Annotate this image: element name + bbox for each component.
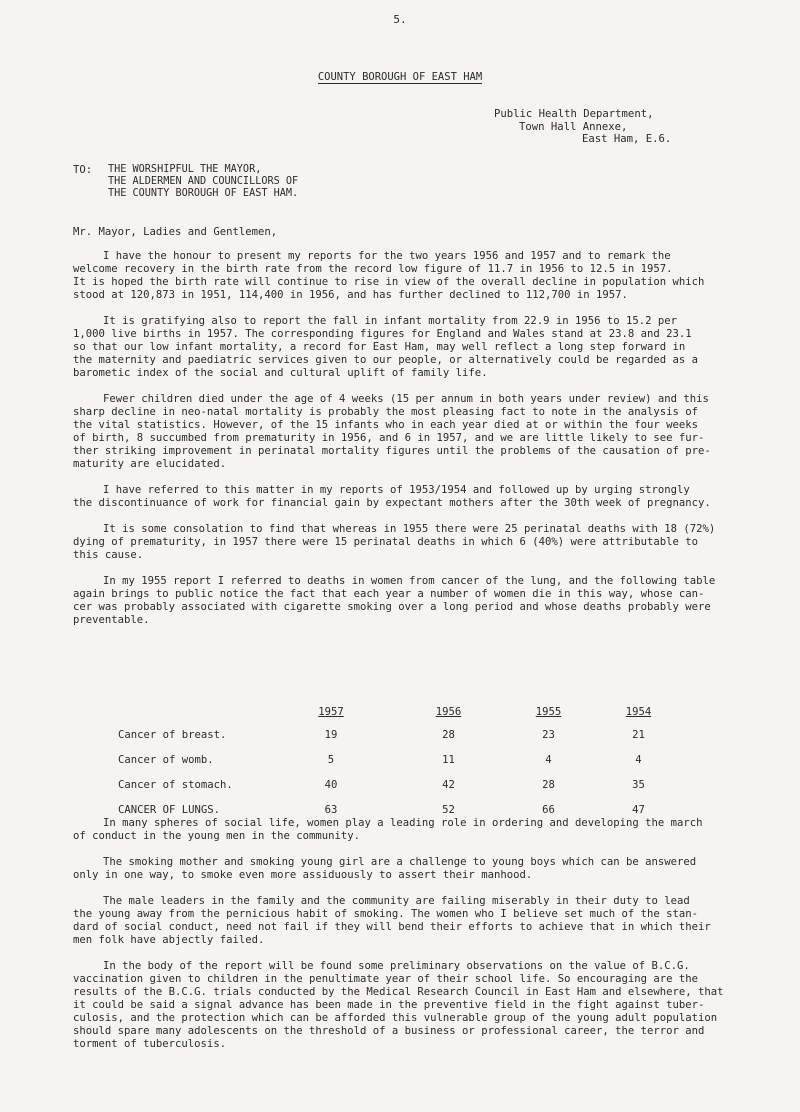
body-paragraph [73, 817, 733, 843]
table-header-blank [118, 706, 291, 729]
body-text-bottom [73, 817, 733, 1051]
table-header-cell: 1957 [318, 706, 344, 718]
sender-address [494, 108, 694, 146]
text-line: barometic index of the social and cultural uplift of family life. [73, 367, 488, 379]
text-line: the young away from the pernicious habit of smoking. The women who I believe set much of the stan- [73, 908, 699, 920]
text-line: of conduct in the young men in the community. [73, 830, 361, 842]
text-line: again brings to public notice the fact that each year a number of women die in this way, whose can- [73, 588, 705, 600]
text-line: it could be said a signal advance has been made in the preventive field in the fight against tuber- [73, 999, 705, 1011]
text-line: the discontinuance of work for financial gain by expectant mothers after the 30th week of pregnancy. [73, 497, 711, 509]
text-line: In many spheres of social life, women play a leading role in ordering and developing the march [103, 817, 703, 829]
recipient-line: THE WORSHIPFUL THE MAYOR, [108, 164, 262, 175]
body-paragraph [73, 250, 733, 302]
table-row [118, 729, 676, 754]
text-line: so that our low infant mortality, a record for East Ham, may well reflect a long step forward in [73, 341, 686, 353]
text-line: should spare many adolescents on the threshold of a business or professional career, the terror and [73, 1025, 705, 1037]
address-line: Town Hall Annexe, [519, 120, 628, 133]
text-line: the vital statistics. However, of the 15 infants who in each year died at or within the four weeks [73, 419, 699, 431]
table-cell: 11 [442, 754, 455, 766]
body-paragraph [73, 960, 733, 1051]
text-line: only in one way, to smoke even more assiduously to assert their manhood. [73, 869, 533, 881]
text-line: of birth, 8 succumbed from prematurity in 1956, and 6 in 1957, and we are little likely to see fur- [73, 432, 705, 444]
recipient-line: THE ALDERMEN AND COUNCILLORS OF [108, 176, 299, 187]
salutation: Mr. Mayor, Ladies and Gentlemen, [73, 226, 278, 238]
table-cell: 21 [632, 729, 645, 741]
recipient-lines [108, 164, 298, 200]
text-line: In the body of the report will be found some preliminary observations on the value of B.C.G. [103, 960, 690, 972]
text-line: The smoking mother and smoking young girl are a challenge to young boys which can be answered [103, 856, 697, 868]
text-line: It is hoped the birth rate will continue to rise in view of the overall decline in population which [73, 276, 705, 288]
row-label: Cancer of breast. [118, 729, 227, 741]
body-paragraph [73, 523, 733, 562]
text-line: cer was probably associated with cigarette smoking over a long period and whose deaths probably were [73, 601, 711, 613]
text-line: men folk have abjectly failed. [73, 934, 265, 946]
cancer-deaths-table [118, 706, 676, 829]
text-line: welcome recovery in the birth rate from the record low figure of 11.7 in 1956 to 12.5 in 1957. [73, 263, 673, 275]
text-line: ther striking improvement in perinatal mortality figures until the problems of the causation of pre- [73, 445, 711, 457]
text-line: dard of social conduct, need not fail if they will bend their efforts to achieve that in which their [73, 921, 711, 933]
table-cell: 63 [324, 804, 338, 816]
body-paragraph [73, 575, 733, 627]
text-line: I have the honour to present my reports for the two years 1956 and 1957 and to remark the [103, 250, 671, 262]
recipient-label: TO: [73, 164, 93, 176]
text-line: stood at 120,873 in 1951, 114,400 in 1956, and has further declined to 112,700 in 1957. [73, 289, 628, 301]
text-line: It is some consolation to find that whereas in 1955 there were 25 perinatal deaths with 18 (72%) [103, 523, 716, 535]
table-cell: 19 [324, 729, 338, 741]
text-line: It is gratifying also to report the fall in infant mortality from 22.9 in 1956 to 15.2 per [103, 315, 678, 327]
row-label: Cancer of womb. [118, 754, 214, 766]
table-cell: 52 [442, 804, 455, 816]
text-line: this cause. [73, 549, 144, 561]
table-cell: 47 [632, 804, 645, 816]
table-cell: 5 [327, 754, 335, 766]
body-text-top [73, 250, 733, 627]
text-line: 1,000 live births in 1957. The corresponding figures for England and Wales stand at 23.8 and 23.1 [73, 328, 692, 340]
body-paragraph [73, 895, 733, 947]
table-header-cell: 1956 [435, 706, 462, 718]
text-line: dying of prematurity, in 1957 there were 15 perinatal deaths in which 6 (40%) were attributable to [73, 536, 699, 548]
address-line: East Ham, E.6. [582, 133, 672, 145]
text-line: maturity are elucidated. [73, 458, 227, 470]
document-title [0, 71, 800, 84]
recipient-line: THE COUNTY BOROUGH OF EAST HAM. [108, 188, 299, 199]
table-header-row [118, 706, 676, 729]
body-paragraph [73, 856, 733, 882]
table-header-cell: 1954 [625, 706, 652, 718]
text-line: the maternity and paediatric services given to our people, or alternatively could be regarded as a [73, 354, 699, 366]
address-line: Public Health Department, [494, 108, 654, 120]
text-line: sharp decline in neo-natal mortality is probably the most pleasing fact to note in the analysis of [73, 406, 699, 418]
table-cell: 42 [442, 779, 455, 791]
document-title-text: COUNTY BOROUGH OF EAST HAM [317, 71, 483, 83]
table-cell: 35 [632, 779, 645, 791]
text-line: torment of tuberculosis. [73, 1038, 227, 1050]
table-cell: 28 [542, 779, 555, 791]
table-row [118, 779, 676, 804]
body-paragraph [73, 315, 733, 380]
table-header-cell: 1955 [535, 706, 562, 718]
table-cell: 28 [442, 729, 455, 741]
text-line: In my 1955 report I referred to deaths in women from cancer of the lung, and the following table [103, 575, 716, 587]
text-line: preventable. [73, 614, 150, 626]
table-cell: 40 [324, 779, 338, 791]
body-paragraph [73, 393, 733, 471]
text-line: Fewer children died under the age of 4 weeks (15 per annum in both years under review) and this [103, 393, 709, 405]
text-line: I have referred to this matter in my reports of 1953/1954 and followed up by urging strongly [103, 484, 690, 496]
text-line: culosis, and the protection which can be afforded this vulnerable group of the young adult population [73, 1012, 718, 1024]
text-line: results of the B.C.G. trials conducted by the Medical Research Council in East Ham and elsewhere, that [73, 986, 724, 998]
body-paragraph [73, 484, 733, 510]
table-cell: 66 [542, 804, 555, 816]
page-number: 5. [393, 13, 407, 26]
row-label: CANCER OF LUNGS. [118, 804, 221, 816]
row-label: Cancer of stomach. [118, 779, 233, 791]
table-cell: 4 [635, 754, 642, 766]
text-line: vaccination given to children in the penultimate year of their school life. So encouraging are the [73, 973, 699, 985]
table-row [118, 754, 676, 779]
table-cell: 4 [545, 754, 552, 766]
table-cell: 23 [542, 729, 555, 741]
text-line: The male leaders in the family and the community are failing miserably in their duty to lead [103, 895, 690, 907]
